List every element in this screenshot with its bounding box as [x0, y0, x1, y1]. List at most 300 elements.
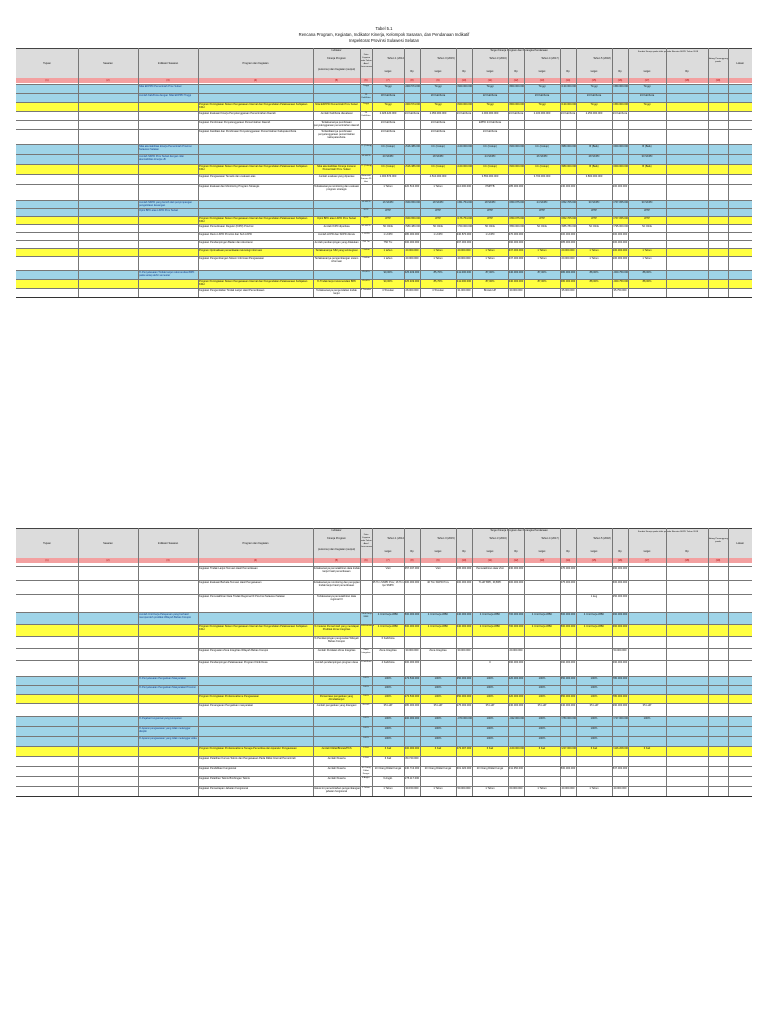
column-line — [420, 48, 421, 297]
target-value: 4 Unit Kerja WBK — [531, 625, 553, 628]
kinerja-program: Terlaksananya pengendalian tindak lanjut — [316, 289, 357, 295]
target-value: 250.000.000 — [612, 595, 628, 598]
target-value: 24 Kab/Kota — [380, 130, 396, 133]
target-value: 6 Kali — [643, 747, 651, 750]
target-value: 22 Kab/Kota — [482, 94, 498, 97]
data-capaian: Terlaksananya — [360, 625, 375, 627]
header-kondisi-akhir: Kondisi Kinerja pada akhir periode Renstra SKPD Tahun 2018 — [637, 531, 699, 533]
target-value: WTP — [539, 209, 545, 212]
target-value: 100% — [434, 677, 442, 680]
header-rp: Rp — [410, 550, 414, 553]
data-capaian: 6 Kali — [363, 747, 369, 749]
program-kegiatan: Program Peningkatan Profesionalisme Pengawasan — [199, 695, 259, 698]
target-value: 1 Tahun — [589, 249, 599, 252]
column-number: (10) — [461, 79, 467, 82]
header-target: target — [643, 550, 651, 553]
indikator-sasaran: % Aparat pengawasan yang tidak melanggar etika — [139, 737, 197, 740]
program-kegiatan: Program Optimalisasi pemanfaatan teknologi informasi — [199, 249, 262, 252]
page-2 — [16, 528, 752, 1016]
target-value: 460.000.000 — [612, 613, 628, 616]
column-number: (3) — [166, 559, 170, 562]
target-value: 2.880.000.000 — [560, 165, 577, 168]
column-number: (10) — [461, 559, 467, 562]
table-bottom — [16, 796, 752, 797]
column-line — [612, 48, 613, 297]
program-kegiatan: Kegiatan Pembinaan Penyelenggaraan Pemerintahan Daerah — [199, 121, 271, 124]
target-value: 100% — [590, 737, 598, 740]
target-value: 460.000.000 — [612, 625, 628, 628]
target-value: 100% — [486, 737, 494, 740]
target-value: 3.600.000.000 — [456, 85, 473, 88]
target-value: 200.000.000 — [612, 185, 628, 188]
target-value: 1 Tahun — [433, 185, 443, 188]
target-value: 28 SKPD — [588, 155, 600, 158]
target-value: 10 Orang Diklat Fungsi — [374, 767, 402, 770]
target-value: 301.020.000 — [456, 767, 472, 770]
header-lokasi: Lokasi — [736, 542, 744, 545]
header-target: target — [538, 550, 546, 553]
target-value: 2.050.000.000 — [429, 112, 447, 115]
column-line — [560, 48, 561, 297]
data-capaian: 100% — [363, 737, 369, 739]
target-value: 4 Unit Kerja WBK — [583, 613, 605, 616]
target-value: 24 Kab/Kota — [612, 112, 628, 115]
target-value: 2.100.000.000 — [533, 112, 551, 115]
target-value: 320.513.000 — [404, 185, 420, 188]
target-value: 1 Tahun — [485, 257, 495, 260]
column-number: (4) — [253, 79, 258, 82]
target-value: 24 Kab/Kota — [456, 112, 472, 115]
target-value: 350.000.000 — [456, 695, 472, 698]
target-value: 24 Kab/Kota — [508, 112, 524, 115]
column-line — [472, 48, 473, 297]
target-value: 4.516.386.000 — [404, 165, 421, 168]
target-value: 490.000.000 — [560, 661, 576, 664]
target-value: 50 Obrik — [433, 225, 443, 228]
target-value: Tinggi — [384, 85, 392, 88]
target-value: B (Baik) — [589, 165, 599, 168]
column-line — [508, 48, 509, 297]
column-number: (7) — [386, 79, 390, 82]
indikator-sasaran: % Penyelesaian Pengaduan Masyarakat — [139, 677, 186, 680]
header-kinerja-program: Kinerja Program — [327, 537, 346, 540]
header-rp: Rp — [462, 70, 466, 73]
data-capaian: 35 LHP — [362, 704, 370, 706]
target-value: 20 SKPD — [382, 155, 394, 158]
column-number: (2) — [106, 559, 110, 562]
target-value: 400.000.000 — [456, 581, 472, 584]
target-value: 35.750.000 — [613, 289, 627, 292]
target-value: 100% — [590, 695, 598, 698]
target-value: 35 LHP — [589, 704, 599, 707]
column-line — [372, 528, 373, 796]
target-value: 440.000.000 — [456, 625, 472, 628]
target-value: 400.000.000 — [404, 581, 420, 584]
column-number: (17) — [644, 559, 650, 562]
target-value: 4 Triwulan — [432, 289, 444, 292]
target-value: 2.250.000.000 — [585, 112, 603, 115]
column-line — [666, 48, 667, 297]
kinerja-program: Jumlah Penilaian Zona Integritas — [317, 649, 356, 652]
header-target: target — [590, 70, 598, 73]
target-value: 100% — [434, 686, 442, 689]
target-value: 100% — [434, 717, 442, 720]
target-value: 100% — [538, 686, 546, 689]
target-value: 280.000.000 — [404, 233, 420, 236]
header-year-4: Tahun 4 (2017) — [541, 537, 559, 540]
target-value: WTP — [487, 209, 493, 212]
column-number: (14) — [565, 79, 571, 82]
target-value: 20.000.000 — [561, 257, 575, 260]
data-capaian: Zona Integritas — [361, 649, 371, 654]
data-capaian: 1 tahun — [362, 249, 370, 251]
target-value: 100% — [538, 727, 546, 730]
target-value: 6 Kali — [538, 747, 546, 750]
target-value: 2.880.000.000 — [560, 145, 577, 148]
program-kegiatan: Kegiatan Pengawasan Tematis dan evaluasi atas — [199, 175, 256, 178]
target-value: 3.130.000.000 — [560, 85, 577, 88]
target-value: 90,00% — [383, 271, 393, 274]
header-program: Program dan Kegiatan — [242, 62, 269, 65]
column-number: (12) — [513, 559, 519, 562]
target-value: 900.000.000 — [404, 717, 420, 720]
target-value: 100% — [384, 717, 392, 720]
header-year-1: Tahun 1 (2014) — [387, 537, 405, 540]
target-value: 24 Kab/Kota — [404, 112, 420, 115]
target-value: 100% — [590, 686, 598, 689]
target-value: 100% — [434, 727, 442, 730]
target-value: Bimtek HP — [483, 289, 497, 292]
target-value: 30 SKPD — [588, 201, 600, 204]
target-value: 24 SKPD — [484, 155, 496, 158]
data-capaian: 16 SKPD — [361, 201, 371, 203]
target-value: 400.000.000 — [560, 233, 576, 236]
target-value: 473.007.000 — [456, 747, 472, 750]
target-value: CC (Cukup) — [535, 145, 549, 148]
kinerja-program: Jumlah Diklat/Bimtek/PKS — [321, 747, 352, 750]
column-number: (16) — [617, 559, 623, 562]
indikator-sasaran: Nilai EKPPD Pemerintah Prov Sulsel — [139, 85, 182, 88]
program-kegiatan: Kegiatan Penanganan Pengaduan masyarakat — [199, 704, 253, 707]
kinerja-program: Terlaksananya pembinaan penyelenggaraan pemerintahan daerah — [313, 121, 360, 127]
target-value: CC (Cukup) — [483, 145, 497, 148]
program-kegiatan: Kegiatan Pengendalian Tindak Lanjut Hasil Pemeriksaan — [199, 289, 265, 292]
kinerja-program: Diskusi ini pemerintahan pengembangan jabatan fungsional — [313, 787, 361, 793]
target-value: 4.510.000.000 — [429, 175, 447, 178]
column-line — [560, 528, 561, 796]
column-line — [728, 48, 729, 297]
target-value: 100% — [384, 686, 392, 689]
target-value: 3.450.000.000 — [612, 103, 629, 106]
program-kegiatan: Kegiatan Pelatihan Kursus Teknis dan Pengawasan Pada Diklat Internal Pemerintah — [199, 757, 296, 760]
target-value: 3.130.000.000 — [560, 103, 577, 106]
program-kegiatan: Program Peningkatan Sistem Pengawasan Internal dan Pengendalian Pelaksanaan Kebijakan KDH — [199, 625, 308, 631]
target-value: 273.540.000 — [404, 677, 420, 680]
target-value: 1 Tahun — [537, 787, 547, 790]
target-value: 425.409.000 — [404, 280, 420, 283]
program-kegiatan: Kegiatan Evaluasi dan Monitoring Program Strategis — [199, 185, 260, 188]
header-target: target — [384, 70, 392, 73]
target-value: 85,70% — [433, 271, 443, 274]
header-target: target — [434, 550, 442, 553]
column-number: (9) — [436, 79, 440, 82]
target-value: Tinggi — [486, 85, 494, 88]
target-value: 3.050.075.000 — [508, 217, 525, 220]
target-value: 700.000.000 — [508, 625, 524, 628]
header-target: target — [538, 70, 546, 73]
target-value: 185.000.000 — [508, 185, 524, 188]
indikator-sasaran: Jumlah Kab/Kota dengan Nilai EKPPD Tinggi — [139, 94, 192, 97]
target-value: 650.000.000 — [560, 695, 576, 698]
target-value: Tinggi — [384, 103, 392, 106]
target-value: 3.700.000.000 — [533, 175, 551, 178]
target-value: 1 tahun — [383, 257, 393, 260]
target-value: 24 Kab/Kota — [482, 130, 498, 133]
target-value: 1 Tahun — [642, 249, 652, 252]
column-line — [138, 528, 139, 796]
target-value: 400.000.000 — [404, 241, 420, 244]
target-value: 6 Kali — [384, 747, 392, 750]
column-number: (17) — [644, 79, 650, 82]
target-value: 4 Kab/Kota — [381, 661, 395, 664]
target-value: 2.700.000.000 — [456, 225, 473, 228]
target-value: 1 Tahun — [485, 787, 495, 790]
target-value: 2.885.780.000 — [560, 225, 577, 228]
column-line — [456, 48, 457, 297]
column-number: (13) — [539, 559, 545, 562]
target-value: 400.000.000 — [508, 581, 524, 584]
target-value: Zona Integritas — [429, 649, 447, 652]
target-value: 52 Obrik — [589, 225, 599, 228]
target-value: 100% — [434, 695, 442, 698]
target-value: 1 LKPD — [433, 233, 443, 236]
target-value: 6 Kali — [486, 747, 494, 750]
column-number: (19) — [715, 79, 721, 82]
kinerja-program: Nilai akuntabilitas Kinerja Instansi Pemerintah Prov. Sulsel — [317, 165, 356, 171]
header-year-5: Tahun 5 (2018) — [593, 57, 611, 60]
target-value: WTP — [385, 209, 391, 212]
data-capaian: 24 Kab/Kota — [361, 112, 371, 117]
target-value: 88,00% — [589, 280, 599, 283]
target-value: 100.000.000 — [612, 257, 628, 260]
kinerja-program: Jumlah Peserta — [327, 777, 346, 780]
kinerja-program: Jumlah Peserta — [327, 757, 346, 760]
target-value: 1.000.750.000 — [612, 280, 629, 283]
column-number: (9) — [436, 559, 440, 562]
target-value: 18 SKPD — [432, 201, 444, 204]
target-value: 100% — [538, 737, 546, 740]
target-value: 30.000.000 — [457, 649, 471, 652]
target-value: 475.000.000 — [560, 581, 576, 584]
target-value: 330.000.000 — [508, 704, 524, 707]
program-kegiatan: Kegiatan Pendampingan Pelaksanaan Program Klinik Desa — [199, 661, 268, 664]
target-value: 480.000.000 — [560, 280, 576, 283]
target-value: 87,00% — [485, 280, 495, 283]
target-value: 3.600.000.000 — [456, 103, 473, 106]
header-indikator: Indikator — [331, 529, 342, 532]
target-value: 100% — [590, 717, 598, 720]
target-value: 130.000.000 — [560, 185, 576, 188]
kinerja-program: Terfasilitasinya pembinaan penyelenggaraan pemerintahan kabupaten/kota — [318, 130, 355, 139]
kinerja-program: % Tindak lanjut rekomendasi BPK — [316, 280, 357, 283]
data-capaian: 100% — [363, 727, 369, 729]
target-value: TLHP BPK, RI,BPK — [478, 581, 502, 584]
header-year-2: Tahun II (2015) — [437, 537, 455, 540]
column-line — [404, 528, 405, 796]
target-value: 230.713.000 — [404, 767, 420, 770]
data-capaian: Tinggi — [363, 85, 369, 87]
target-value: 46 Tim SNPD Prov — [427, 581, 449, 584]
target-value: 1 Tahun — [433, 249, 443, 252]
kinerja-program: Jumlah pengaduan yang ditangani — [316, 704, 357, 707]
target-value: 20.000.000 — [509, 649, 523, 652]
header-rp: Rp — [618, 550, 622, 553]
column-number: (6) — [364, 79, 368, 82]
target-value: 100% — [384, 695, 392, 698]
header-tujuan: Tujuan — [43, 62, 51, 65]
column-line — [576, 48, 577, 297]
target-value: 2.727.000.000 — [612, 717, 629, 720]
page-1 — [16, 20, 752, 508]
target-value: 100% — [384, 727, 392, 730]
target-value: 275.117.000 — [404, 777, 420, 780]
target-value: 30 SKPD — [641, 201, 653, 204]
target-value: 40.000.000 — [561, 787, 575, 790]
target-value: 780.000.000 — [612, 677, 628, 680]
header-target-group: Target Kinerja Program dan Kerangka Pendanaan — [490, 529, 548, 532]
target-value: 3.550.000.000 — [481, 175, 499, 178]
target-value: 35 LHP — [433, 704, 443, 707]
target-value: 490.000.000 — [612, 661, 628, 664]
header-target: target — [434, 70, 442, 73]
target-value: 18 SKPD — [432, 155, 444, 158]
program-kegiatan: Program Peningkatan Sistem Pengawasan Internal dan Pengendalian Pelaksanaan Kebijakan KDH — [199, 103, 308, 109]
target-value: 100% — [486, 695, 494, 698]
target-value: 490.000.000 — [508, 241, 524, 244]
header-indikator-sasaran: Indikator Sasaran — [157, 62, 179, 65]
data-capaian: 6 Angkt. — [362, 777, 370, 779]
data-capaian: 50 SKPD — [361, 225, 371, 227]
indikator-sasaran: % Penyelesaian Pengaduan Masyarakat Provinsi — [139, 686, 196, 689]
target-value: 1.100.000.000 — [508, 747, 525, 750]
header-year-3: Tahun 3 (2016) — [489, 57, 507, 60]
data-capaian: 100% — [363, 717, 369, 719]
header-rp: Rp — [514, 550, 518, 553]
data-capaian: 100% — [363, 695, 369, 697]
program-kegiatan: Kegiatan Reviu LKPD Provinsi dan Sub LKPD — [199, 233, 252, 236]
target-value: 4.900.574.000 — [404, 103, 421, 106]
target-value: 3.000.000.000 — [612, 165, 629, 168]
data-capaian: 100% — [363, 686, 369, 688]
target-value: 24 Kab/Kota — [560, 112, 576, 115]
program-kegiatan: Kegiatan Evaluasi Kinerja Penyelenggaraan Pemerintahan Daerah — [199, 112, 276, 115]
column-line — [360, 528, 361, 796]
target-value: 4.100.000.000 — [456, 145, 473, 148]
column-line — [728, 528, 729, 796]
target-value: 24 Kab/Kota — [430, 130, 446, 133]
header-target-group: Target Kinerja Program dan Kerangka Pendanaan — [490, 49, 548, 52]
target-value: 350.000.000 — [456, 677, 472, 680]
program-kegiatan: Kegiatan Pelatihan Teknis Bimbingan Teknis — [199, 777, 250, 780]
column-number: (13) — [539, 79, 545, 82]
target-value: 24 Kab/Kota — [586, 94, 602, 97]
target-value: B (Baik) — [642, 165, 652, 168]
data-capaian: 1 tahun — [362, 257, 370, 259]
program-kegiatan: Kegiatan Pendampingan Badan dan Akuntansi — [199, 241, 253, 244]
indikator-sasaran: Jumlah SKPD yang bersih dari penyimpangan pengelolaan keuangan — [139, 201, 193, 207]
target-value: 1 Tahun — [383, 185, 393, 188]
column-number: (7) — [386, 559, 390, 562]
target-value: 24 SKPD — [536, 201, 548, 204]
target-value: 4 Unit Kerja WBK — [377, 625, 399, 628]
target-value: 1 Tahun — [642, 257, 652, 260]
target-value: Zona Integritas — [379, 649, 397, 652]
target-value: 1 LKPD — [485, 233, 495, 236]
target-value: CC (Cukup) — [431, 145, 445, 148]
target-value: 1 Tahun — [383, 787, 393, 790]
target-value: 4 Unit Kerja WBK — [479, 613, 501, 616]
target-value: 6 Kali — [434, 747, 442, 750]
target-value: 4 Unit Kerja WBK — [427, 613, 449, 616]
header-year-1: Tahun 1 (2014) — [387, 57, 405, 60]
target-value: 20 Orang Diklat Fungsi — [424, 767, 452, 770]
target-value: 2.026.420.000 — [379, 112, 397, 115]
target-value: 87,00% — [485, 271, 495, 274]
header-year-4: Tahun 4 (2017) — [541, 57, 559, 60]
target-value: 4 Unit Kerja WBK — [583, 625, 605, 628]
header-target: target — [384, 550, 392, 553]
target-value: 1 keg — [590, 595, 598, 598]
program-kegiatan: Program Peningkatan Profesionalisme Tenaga Pemeriksa dan Aparatur Pengawasan — [199, 747, 297, 750]
indikator-sasaran: Jumlah SKPD Prov Sulsel dengan nilai akuntabilitas kinerja ≥B — [139, 155, 184, 161]
target-value: 537.000.000 — [612, 767, 628, 770]
target-value: 100% — [538, 717, 546, 720]
target-value: 400.000.000 — [612, 241, 628, 244]
target-value: 50 Obrik — [383, 225, 393, 228]
target-value: 35.000.000 — [561, 289, 575, 292]
column-line — [472, 528, 473, 796]
target-value: 30.150.000 — [405, 787, 419, 790]
target-value: 88,00% — [642, 280, 652, 283]
target-value: 2.000.000.000 — [481, 112, 499, 115]
header-rp: Rp — [462, 550, 466, 553]
target-value: Tinggi — [434, 85, 442, 88]
header-indikator: Indikator — [331, 49, 342, 52]
header-data-capaian: Data Capaian pada Tahun Awal Perencanaan — [360, 54, 374, 68]
table-label: Tabel 5.1 — [375, 26, 393, 31]
target-value: 756 Trx — [383, 241, 393, 244]
indikator-sasaran: % Pejabat fungsional yang kompeten — [139, 717, 182, 720]
row-divider — [16, 594, 752, 595]
column-line — [628, 528, 629, 796]
target-value: 88,00% — [642, 271, 652, 274]
data-capaian: WTP — [363, 217, 369, 219]
target-value: 3.600.000.000 — [508, 145, 525, 148]
program-kegiatan: Kegiatan Tindak Lanjut Temuan Hasil Pemeriksaan — [199, 567, 258, 570]
target-value: 100% — [486, 677, 494, 680]
target-value: 100% — [434, 737, 442, 740]
kinerja-program: Terlaksananya monitoring dan evaluasi program strategis — [314, 185, 359, 191]
target-value: 1.000.750.000 — [612, 271, 629, 274]
header-kondisi-akhir: Kondisi Kinerja pada akhir periode Renstra SKPD Tahun 2018 — [637, 51, 699, 53]
target-value: 100% — [590, 727, 598, 730]
target-value: WTP — [435, 209, 441, 212]
target-value: 4 Unit Kerja WBK — [531, 613, 553, 616]
target-value: 35 LHP — [383, 704, 393, 707]
column-line — [138, 48, 139, 297]
column-number: (11) — [487, 79, 493, 82]
column-number: (5) — [334, 559, 339, 562]
